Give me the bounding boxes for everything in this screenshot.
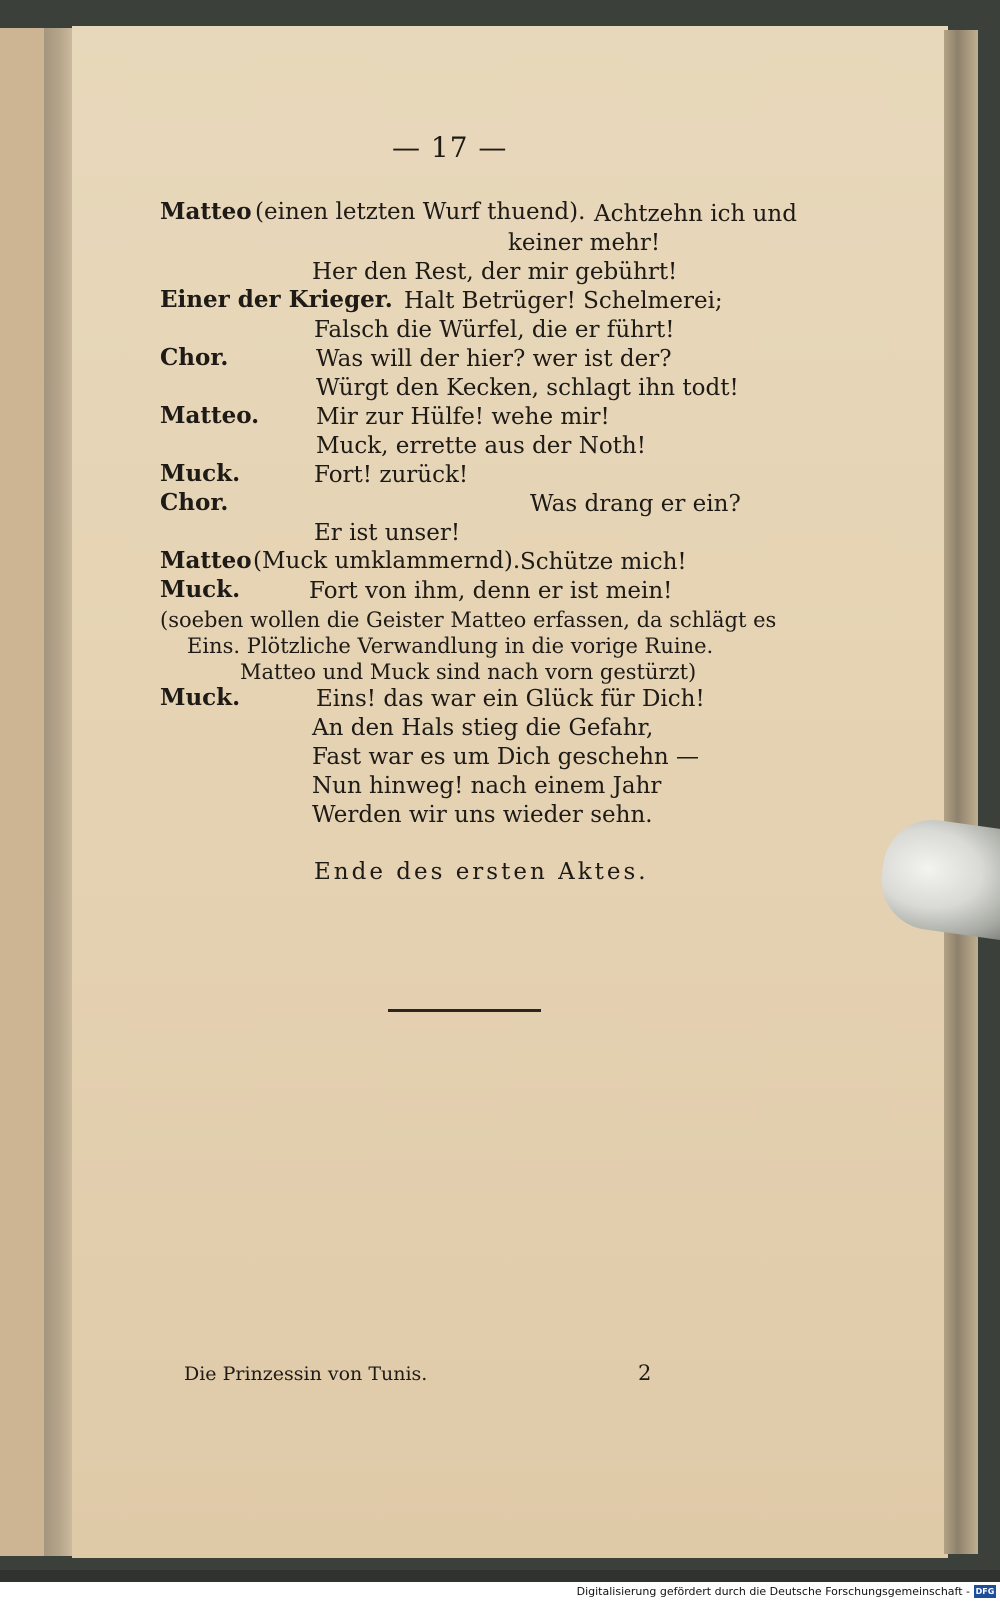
speaker: Muck. bbox=[160, 576, 241, 603]
stage-direction: (Muck umklammernd). bbox=[253, 548, 521, 574]
speaker: Matteo bbox=[160, 198, 252, 225]
speaker: Matteo bbox=[160, 547, 252, 574]
verse-line: Falsch die Würfel, die er führt! bbox=[314, 317, 675, 343]
verse-line: Würgt den Kecken, schlagt ihn todt! bbox=[316, 375, 739, 401]
speaker: Chor. bbox=[160, 489, 229, 516]
verse-line: Schütze mich! bbox=[520, 549, 687, 575]
stage-direction: (soeben wollen die Geister Matteo erfassen, da schlägt es bbox=[160, 608, 777, 632]
verse-line: Fast war es um Dich geschehn — bbox=[312, 744, 700, 770]
speaker: Muck. bbox=[160, 684, 241, 711]
dfg-logo-icon: DFG bbox=[975, 1587, 995, 1596]
verse-line: Fort von ihm, denn er ist mein! bbox=[309, 578, 673, 604]
footer-title: Die Prinzessin von Tunis. bbox=[184, 1363, 428, 1385]
verse-line: An den Hals stieg die Gefahr, bbox=[312, 715, 654, 741]
page-number: — 17 — bbox=[392, 131, 508, 164]
stage-direction: Matteo und Muck sind nach vorn gestürzt) bbox=[240, 660, 697, 684]
verse-line: Was will der hier? wer ist der? bbox=[316, 346, 672, 372]
signature-mark: 2 bbox=[638, 1361, 652, 1385]
speaker: Matteo. bbox=[160, 402, 260, 429]
verse-line: Mir zur Hülfe! wehe mir! bbox=[316, 404, 610, 430]
stage-direction: Eins. Plötzliche Verwandlung in die vorige Ruine. bbox=[187, 634, 714, 658]
verse-line: Werden wir uns wieder sehn. bbox=[312, 802, 653, 828]
verse-line: keiner mehr! bbox=[508, 230, 661, 256]
speaker: Chor. bbox=[160, 344, 229, 371]
verse-line: Halt Betrüger! Schelmerei; bbox=[404, 288, 723, 314]
verse-line: Fort! zurück! bbox=[314, 462, 469, 488]
stage-direction: (einen letzten Wurf thuend). bbox=[255, 199, 586, 225]
credit-bar bbox=[0, 1582, 1000, 1601]
act-end: Ende des ersten Aktes. bbox=[314, 859, 649, 885]
verse-line: Her den Rest, der mir gebührt! bbox=[312, 259, 678, 285]
speaker: Muck. bbox=[160, 460, 241, 487]
verse-line: Er ist unser! bbox=[314, 520, 461, 546]
speaker: Einer der Krieger. bbox=[160, 286, 393, 313]
verse-line: Muck, errette aus der Noth! bbox=[316, 433, 646, 459]
credit-text: Digitalisierung gefördert durch die Deutsche Forschungsgemeinschaft - bbox=[576, 1585, 970, 1598]
verse-line: Was drang er ein? bbox=[530, 491, 741, 517]
verse-line: Eins! das war ein Glück für Dich! bbox=[316, 686, 705, 712]
verse-line: Achtzehn ich und bbox=[594, 201, 797, 227]
verse-line: Nun hinweg! nach einem Jahr bbox=[312, 773, 662, 799]
section-rule bbox=[388, 1009, 541, 1012]
